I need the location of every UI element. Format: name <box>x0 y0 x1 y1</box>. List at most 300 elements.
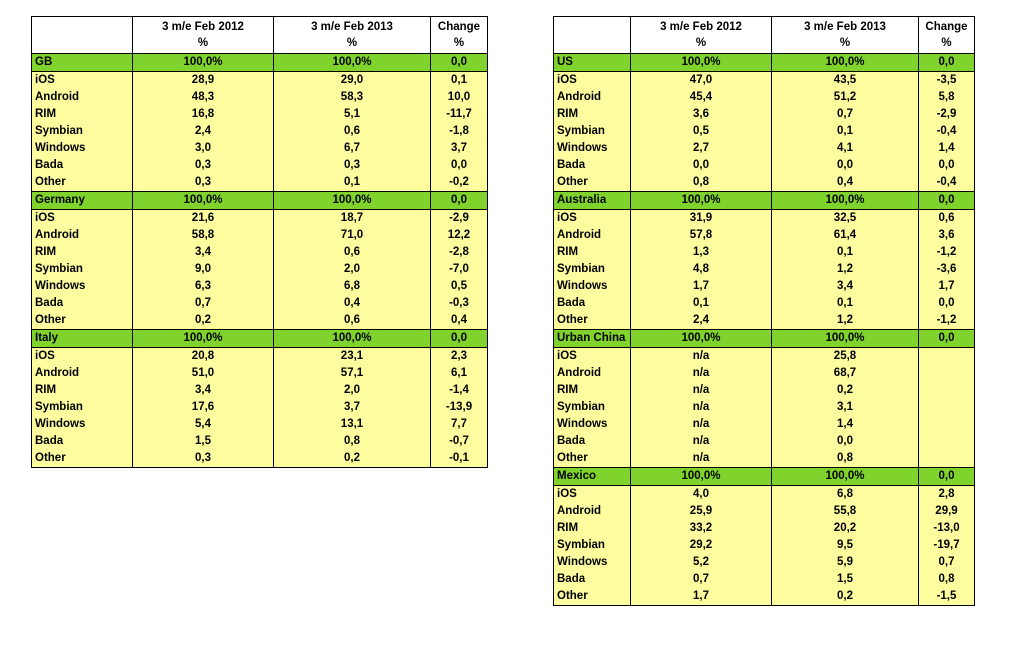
share-value: 0,5 <box>431 278 488 295</box>
share-value: 1,2 <box>772 312 919 330</box>
group-total-value: 100,0% <box>772 192 919 210</box>
share-value: 58,3 <box>274 89 431 106</box>
share-value: 2,3 <box>431 348 488 366</box>
share-value <box>919 433 975 450</box>
table-row <box>32 106 488 123</box>
platform-label: iOS <box>32 210 133 228</box>
share-value: 0,3 <box>133 174 274 192</box>
platform-label: Other <box>32 174 133 192</box>
share-value: 3,1 <box>772 399 919 416</box>
header-row <box>554 17 975 54</box>
platform-label: Android <box>554 227 631 244</box>
share-value: 4,1 <box>772 140 919 157</box>
platform-label: Symbian <box>32 261 133 278</box>
share-value <box>919 348 975 366</box>
table-row <box>554 537 975 554</box>
share-value: -0,2 <box>431 174 488 192</box>
table-body-right <box>554 17 975 606</box>
share-value: 0,3 <box>133 450 274 468</box>
share-value: 1,7 <box>631 588 772 606</box>
platform-label: RIM <box>554 382 631 399</box>
share-value: -0,1 <box>431 450 488 468</box>
share-value: -0,3 <box>431 295 488 312</box>
share-value: n/a <box>631 450 772 468</box>
platform-label: Android <box>554 365 631 382</box>
group-name: GB <box>32 54 133 72</box>
share-value: n/a <box>631 382 772 399</box>
header-2013 <box>772 17 919 54</box>
share-value: n/a <box>631 348 772 366</box>
platform-label: Other <box>554 588 631 606</box>
group-row <box>554 192 975 210</box>
header-change <box>431 17 488 54</box>
header-2013-title: 3 m/e Feb 2013 <box>311 21 393 33</box>
platform-label: iOS <box>554 486 631 504</box>
share-value: 0,1 <box>274 174 431 192</box>
share-value: 0,8 <box>772 450 919 468</box>
share-value: -2,8 <box>431 244 488 261</box>
share-value: 2,7 <box>631 140 772 157</box>
share-value: 0,6 <box>274 244 431 261</box>
group-total-value: 100,0% <box>631 468 772 486</box>
group-name: Australia <box>554 192 631 210</box>
share-value: -7,0 <box>431 261 488 278</box>
platform-label: Other <box>32 450 133 468</box>
header-2013-unit: % <box>346 37 358 49</box>
table-row <box>554 416 975 433</box>
share-value: 33,2 <box>631 520 772 537</box>
share-value: 12,2 <box>431 227 488 244</box>
share-value: 1,7 <box>919 278 975 295</box>
share-value: 55,8 <box>772 503 919 520</box>
share-value: 2,8 <box>919 486 975 504</box>
share-value: n/a <box>631 416 772 433</box>
group-total-value: 100,0% <box>772 54 919 72</box>
share-value: -13,0 <box>919 520 975 537</box>
table-row <box>554 278 975 295</box>
header-change-title: Change <box>925 21 968 33</box>
share-value <box>919 382 975 399</box>
share-value: 0,4 <box>274 295 431 312</box>
platform-label: Other <box>554 174 631 192</box>
platform-label: Symbian <box>554 399 631 416</box>
group-row <box>32 330 488 348</box>
share-value: 5,1 <box>274 106 431 123</box>
share-value: 0,0 <box>919 295 975 312</box>
share-value <box>919 399 975 416</box>
table-row <box>554 503 975 520</box>
header-row <box>32 17 488 54</box>
share-value: 0,0 <box>919 157 975 174</box>
group-total-value: 100,0% <box>133 192 274 210</box>
platform-label: Windows <box>32 416 133 433</box>
share-value: 21,6 <box>133 210 274 228</box>
share-value: 28,9 <box>133 72 274 90</box>
share-value: 0,1 <box>431 72 488 90</box>
share-value: 6,3 <box>133 278 274 295</box>
group-total-value: 100,0% <box>274 330 431 348</box>
table-row <box>554 210 975 228</box>
share-value: 2,0 <box>274 261 431 278</box>
header-2012-title: 3 m/e Feb 2012 <box>660 21 742 33</box>
share-value: -11,7 <box>431 106 488 123</box>
group-total-value: 100,0% <box>133 54 274 72</box>
platform-label: Windows <box>554 278 631 295</box>
group-total-value: 0,0 <box>919 54 975 72</box>
table-row <box>32 140 488 157</box>
header-blank-cell <box>554 17 631 54</box>
share-value: 5,2 <box>631 554 772 571</box>
share-value: 0,0 <box>772 157 919 174</box>
share-value: -13,9 <box>431 399 488 416</box>
share-value: n/a <box>631 365 772 382</box>
platform-label: Bada <box>554 433 631 450</box>
share-value: 1,3 <box>631 244 772 261</box>
share-value: 0,2 <box>133 312 274 330</box>
group-name: Germany <box>32 192 133 210</box>
table-row <box>554 520 975 537</box>
share-value: 25,9 <box>631 503 772 520</box>
table-row <box>32 312 488 330</box>
platform-label: iOS <box>554 210 631 228</box>
platform-label: Android <box>554 89 631 106</box>
share-value: 25,8 <box>772 348 919 366</box>
platform-label: iOS <box>554 348 631 366</box>
header-2013 <box>274 17 431 54</box>
platform-label: iOS <box>32 348 133 366</box>
share-value: 57,1 <box>274 365 431 382</box>
platform-label: RIM <box>554 244 631 261</box>
share-value: 6,1 <box>431 365 488 382</box>
share-value: 6,8 <box>274 278 431 295</box>
share-value: 51,0 <box>133 365 274 382</box>
share-value: 0,3 <box>274 157 431 174</box>
share-value: n/a <box>631 399 772 416</box>
platform-label: Bada <box>554 157 631 174</box>
share-value: 0,2 <box>274 450 431 468</box>
share-value: 57,8 <box>631 227 772 244</box>
share-value: -3,6 <box>919 261 975 278</box>
table-row <box>554 554 975 571</box>
table-row <box>554 486 975 504</box>
header-2012-unit: % <box>197 37 209 49</box>
platform-label: Windows <box>554 140 631 157</box>
group-total-value: 0,0 <box>431 54 488 72</box>
share-value: 3,6 <box>919 227 975 244</box>
table-row <box>32 450 488 468</box>
share-value: 10,0 <box>431 89 488 106</box>
platform-label: Android <box>554 503 631 520</box>
table-row <box>32 227 488 244</box>
share-value: 3,0 <box>133 140 274 157</box>
platform-label: Bada <box>554 295 631 312</box>
header-change-unit: % <box>453 37 465 49</box>
table-row <box>554 295 975 312</box>
group-name: Urban China <box>554 330 631 348</box>
table-row <box>32 261 488 278</box>
share-value: -1,2 <box>919 244 975 261</box>
share-value: 3,4 <box>772 278 919 295</box>
platform-label: Android <box>32 365 133 382</box>
market-share-table-right <box>553 16 975 606</box>
group-row <box>32 54 488 72</box>
share-value: 0,6 <box>274 312 431 330</box>
share-value: -1,2 <box>919 312 975 330</box>
share-value: -1,8 <box>431 123 488 140</box>
share-value: 0,7 <box>631 571 772 588</box>
group-total-value: 100,0% <box>274 54 431 72</box>
share-value: 48,3 <box>133 89 274 106</box>
group-row <box>554 330 975 348</box>
share-value: 0,4 <box>772 174 919 192</box>
group-name: US <box>554 54 631 72</box>
share-value: 3,7 <box>431 140 488 157</box>
share-value: n/a <box>631 433 772 450</box>
header-2013-title: 3 m/e Feb 2013 <box>804 21 886 33</box>
group-row <box>554 468 975 486</box>
market-share-table-left <box>31 16 488 468</box>
platform-label: Other <box>32 312 133 330</box>
share-value: -3,5 <box>919 72 975 90</box>
share-value: 1,7 <box>631 278 772 295</box>
group-name: Mexico <box>554 468 631 486</box>
share-value: 9,0 <box>133 261 274 278</box>
share-value: 0,8 <box>631 174 772 192</box>
table-row <box>554 450 975 468</box>
share-value <box>919 450 975 468</box>
share-value: -0,4 <box>919 174 975 192</box>
table-row <box>554 140 975 157</box>
platform-label: Bada <box>32 157 133 174</box>
platform-label: Symbian <box>32 123 133 140</box>
share-value: 0,4 <box>431 312 488 330</box>
share-value: 0,8 <box>919 571 975 588</box>
platform-label: iOS <box>32 72 133 90</box>
group-total-value: 100,0% <box>631 54 772 72</box>
table-row <box>32 210 488 228</box>
share-value: 5,9 <box>772 554 919 571</box>
table-row <box>554 433 975 450</box>
share-value: 45,4 <box>631 89 772 106</box>
table-row <box>554 72 975 90</box>
table-row <box>32 89 488 106</box>
share-value: 0,0 <box>631 157 772 174</box>
share-value: 0,6 <box>919 210 975 228</box>
group-total-value: 100,0% <box>772 330 919 348</box>
share-value: -1,4 <box>431 382 488 399</box>
table-row <box>32 123 488 140</box>
group-total-value: 0,0 <box>919 468 975 486</box>
group-row <box>554 54 975 72</box>
share-value: 1,5 <box>772 571 919 588</box>
table-row <box>32 72 488 90</box>
share-value: 20,2 <box>772 520 919 537</box>
share-value: 0,0 <box>431 157 488 174</box>
header-2012 <box>631 17 772 54</box>
share-value: 17,6 <box>133 399 274 416</box>
table-row <box>554 174 975 192</box>
share-value: 1,2 <box>772 261 919 278</box>
platform-label: Symbian <box>554 537 631 554</box>
share-value: 0,7 <box>772 106 919 123</box>
table-row <box>554 244 975 261</box>
group-total-value: 100,0% <box>631 192 772 210</box>
share-value: 0,0 <box>772 433 919 450</box>
share-value: 68,7 <box>772 365 919 382</box>
table-row <box>32 244 488 261</box>
group-total-value: 0,0 <box>919 192 975 210</box>
table-row <box>554 312 975 330</box>
share-value: 0,7 <box>919 554 975 571</box>
share-value: 3,4 <box>133 244 274 261</box>
platform-label: RIM <box>32 244 133 261</box>
platform-label: RIM <box>554 520 631 537</box>
table-row <box>32 382 488 399</box>
group-total-value: 0,0 <box>431 330 488 348</box>
platform-label: Bada <box>32 433 133 450</box>
share-value: 71,0 <box>274 227 431 244</box>
table-row <box>554 348 975 366</box>
share-value: 0,6 <box>274 123 431 140</box>
group-total-value: 0,0 <box>919 330 975 348</box>
share-value: 29,2 <box>631 537 772 554</box>
table-row <box>554 106 975 123</box>
share-value: 13,1 <box>274 416 431 433</box>
share-value: 3,6 <box>631 106 772 123</box>
header-blank-cell <box>32 17 133 54</box>
platform-label: Windows <box>554 416 631 433</box>
table-row <box>32 399 488 416</box>
table-row <box>554 365 975 382</box>
platform-label: Other <box>554 450 631 468</box>
header-2012 <box>133 17 274 54</box>
share-value: -0,7 <box>431 433 488 450</box>
share-value: 0,3 <box>133 157 274 174</box>
share-value <box>919 365 975 382</box>
table-row <box>554 227 975 244</box>
share-value: 61,4 <box>772 227 919 244</box>
share-value: -0,4 <box>919 123 975 140</box>
share-value: 23,1 <box>274 348 431 366</box>
share-value: -2,9 <box>919 106 975 123</box>
share-value: 0,8 <box>274 433 431 450</box>
share-value: -1,5 <box>919 588 975 606</box>
table-row <box>554 157 975 174</box>
platform-label: Other <box>554 312 631 330</box>
share-value: 16,8 <box>133 106 274 123</box>
platform-label: Symbian <box>32 399 133 416</box>
platform-label: RIM <box>554 106 631 123</box>
share-value: 1,4 <box>772 416 919 433</box>
share-value: 51,2 <box>772 89 919 106</box>
share-value: 0,1 <box>772 123 919 140</box>
table-row <box>32 295 488 312</box>
share-value: 1,5 <box>133 433 274 450</box>
header-change-unit: % <box>941 37 952 49</box>
platform-label: RIM <box>32 382 133 399</box>
share-value: 0,2 <box>772 588 919 606</box>
share-value: 2,4 <box>631 312 772 330</box>
table-row <box>554 588 975 606</box>
share-value: 47,0 <box>631 72 772 90</box>
table-row <box>554 382 975 399</box>
share-value: 5,4 <box>133 416 274 433</box>
table-row <box>554 89 975 106</box>
share-value: 32,5 <box>772 210 919 228</box>
table-row <box>554 571 975 588</box>
share-value: 0,7 <box>133 295 274 312</box>
table-row <box>32 365 488 382</box>
platform-label: Windows <box>32 278 133 295</box>
table-row <box>32 416 488 433</box>
table-row <box>32 174 488 192</box>
group-name: Italy <box>32 330 133 348</box>
table-row <box>554 261 975 278</box>
platform-label: iOS <box>554 72 631 90</box>
share-value: 29,0 <box>274 72 431 90</box>
share-value: 18,7 <box>274 210 431 228</box>
platform-label: Windows <box>554 554 631 571</box>
share-value: 3,4 <box>133 382 274 399</box>
share-value: -2,9 <box>431 210 488 228</box>
share-value: 58,8 <box>133 227 274 244</box>
share-value: 7,7 <box>431 416 488 433</box>
share-value: 4,0 <box>631 486 772 504</box>
share-value: 0,1 <box>772 244 919 261</box>
share-value: 0,5 <box>631 123 772 140</box>
group-total-value: 100,0% <box>133 330 274 348</box>
platform-label: Symbian <box>554 261 631 278</box>
group-total-value: 0,0 <box>431 192 488 210</box>
share-value: 29,9 <box>919 503 975 520</box>
table-row <box>32 278 488 295</box>
share-value: 2,4 <box>133 123 274 140</box>
share-value: 0,1 <box>772 295 919 312</box>
share-value: 20,8 <box>133 348 274 366</box>
header-2012-title: 3 m/e Feb 2012 <box>162 21 244 33</box>
platform-label: Bada <box>32 295 133 312</box>
platform-label: RIM <box>32 106 133 123</box>
header-change-title: Change <box>437 21 481 33</box>
header-change <box>919 17 975 54</box>
share-value: 43,5 <box>772 72 919 90</box>
share-value: 4,8 <box>631 261 772 278</box>
share-value: 3,7 <box>274 399 431 416</box>
share-value <box>919 416 975 433</box>
share-value: 6,8 <box>772 486 919 504</box>
share-value: 0,1 <box>631 295 772 312</box>
share-value: -19,7 <box>919 537 975 554</box>
share-value: 5,8 <box>919 89 975 106</box>
share-value: 0,2 <box>772 382 919 399</box>
table-row <box>32 433 488 450</box>
group-row <box>32 192 488 210</box>
share-value: 9,5 <box>772 537 919 554</box>
platform-label: Bada <box>554 571 631 588</box>
table-row <box>32 348 488 366</box>
platform-label: Symbian <box>554 123 631 140</box>
share-value: 2,0 <box>274 382 431 399</box>
table-row <box>32 157 488 174</box>
table-row <box>554 123 975 140</box>
group-total-value: 100,0% <box>631 330 772 348</box>
platform-label: Android <box>32 89 133 106</box>
header-2013-unit: % <box>839 37 851 49</box>
share-value: 6,7 <box>274 140 431 157</box>
platform-label: Windows <box>32 140 133 157</box>
table-row <box>554 399 975 416</box>
platform-label: Android <box>32 227 133 244</box>
